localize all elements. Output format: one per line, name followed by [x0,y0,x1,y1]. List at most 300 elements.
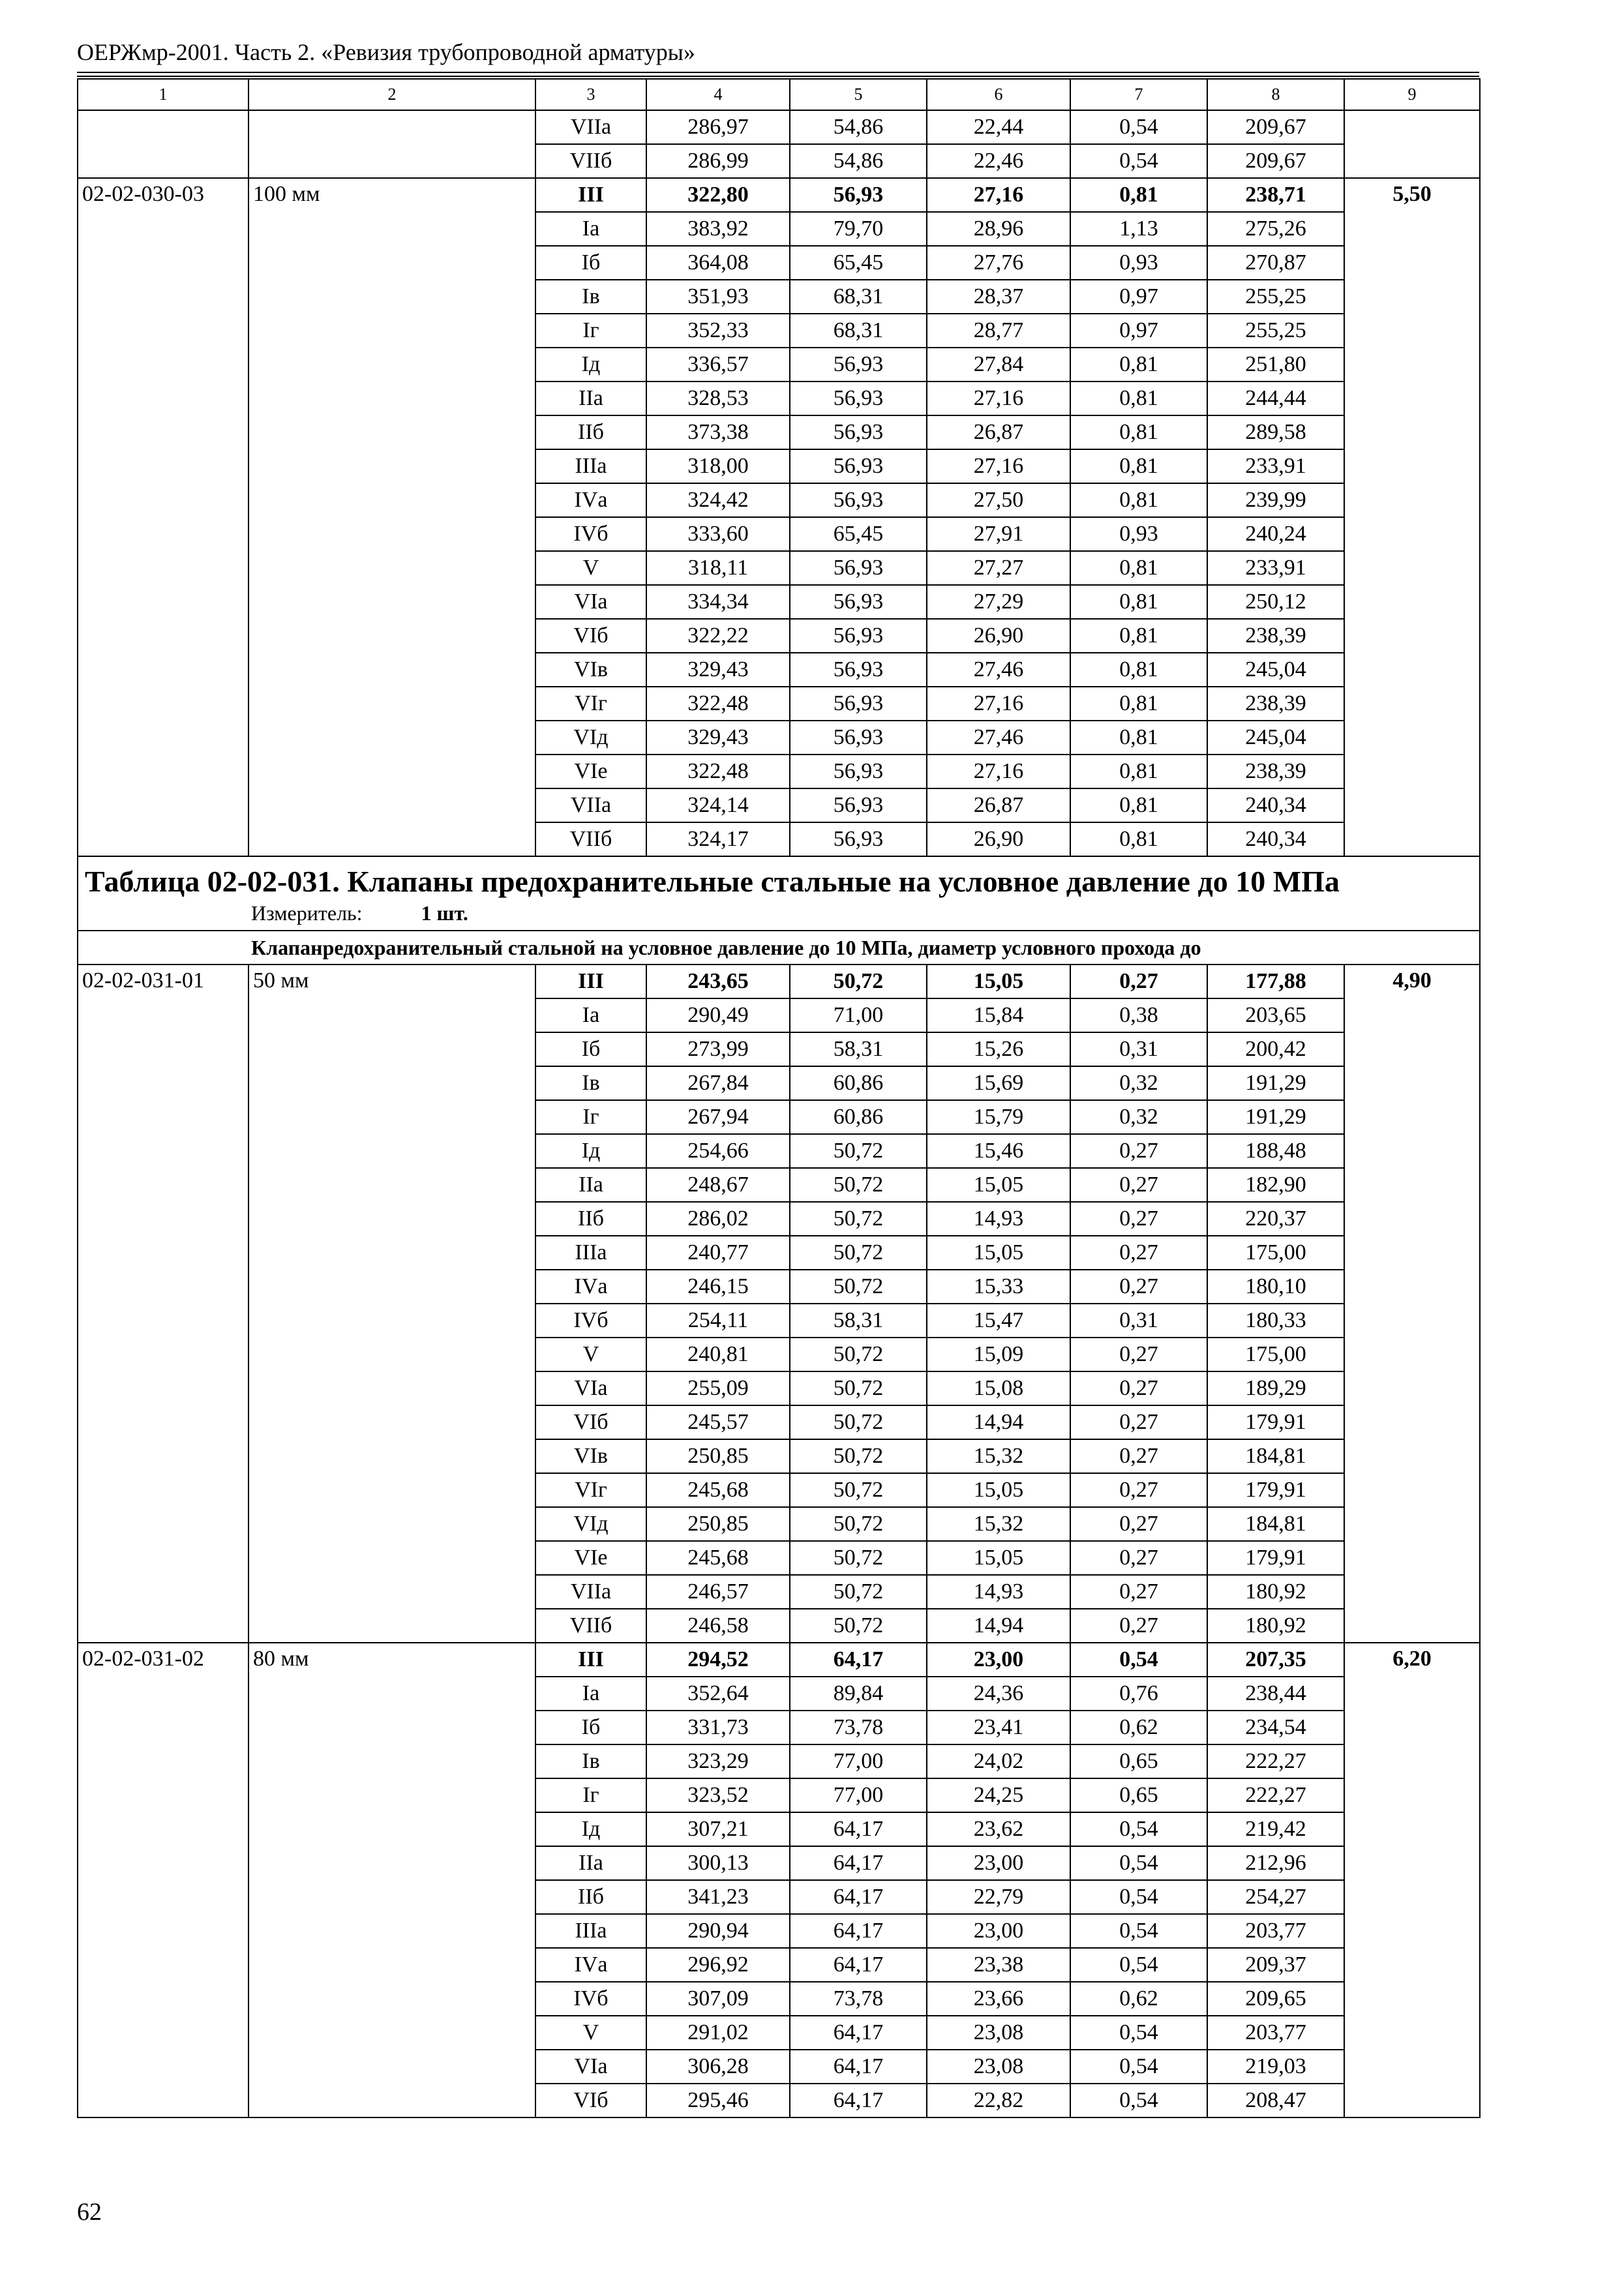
value-col5: 79,70 [790,212,927,246]
value-col6: 23,41 [927,1711,1070,1744]
value-col6: 14,93 [927,1202,1070,1236]
value-col7: 0,32 [1070,1100,1207,1134]
value-col8: 179,91 [1207,1473,1344,1507]
value-col4: 351,93 [646,280,790,314]
zone-code: IIа [535,1846,646,1880]
value-col8: 180,33 [1207,1304,1344,1338]
zone-code: IVб [535,517,646,551]
value-col6: 27,46 [927,653,1070,687]
value-col4: 267,94 [646,1100,790,1134]
value-col7: 0,54 [1070,1880,1207,1914]
value-col4: 245,68 [646,1473,790,1507]
value-col8: 179,91 [1207,1541,1344,1575]
value-col5: 73,78 [790,1982,927,2016]
value-col4: 250,85 [646,1507,790,1541]
table-title-cell [78,856,1480,931]
value-col4: 324,17 [646,822,790,856]
value-col5: 50,72 [790,1439,927,1473]
value-col4: 322,48 [646,687,790,721]
value-col8: 209,67 [1207,110,1344,144]
table-description-row [78,931,1480,965]
table-row [78,1643,1480,1677]
zone-code: Iв [535,280,646,314]
column-number: 7 [1070,79,1207,110]
value-col5: 68,31 [790,314,927,348]
value-col6: 27,46 [927,721,1070,755]
zone-code: IIб [535,1202,646,1236]
zone-code: VIд [535,721,646,755]
value-col4: 324,42 [646,483,790,517]
value-col7: 0,81 [1070,178,1207,212]
value-col7: 0,54 [1070,144,1207,178]
value-col8: 238,39 [1207,619,1344,653]
zone-code: IVа [535,1948,646,1982]
value-col5: 50,72 [790,1270,927,1304]
value-col8: 275,26 [1207,212,1344,246]
rate-code: 02-02-031-01 [78,965,248,1643]
value-col8: 234,54 [1207,1711,1344,1744]
value-col4: 245,68 [646,1541,790,1575]
value-col4: 323,29 [646,1744,790,1778]
value-col6: 15,46 [927,1134,1070,1168]
value-col7: 0,81 [1070,788,1207,822]
value-col6: 23,00 [927,1643,1070,1677]
header-rule-double [77,76,1479,77]
zone-code: V [535,1338,646,1371]
value-col8: 207,35 [1207,1643,1344,1677]
value-col8: 209,67 [1207,144,1344,178]
value-col6: 15,79 [927,1100,1070,1134]
value-col6: 27,16 [927,449,1070,483]
value-col4: 254,66 [646,1134,790,1168]
value-col8: 233,91 [1207,551,1344,585]
value-col4: 246,57 [646,1575,790,1609]
zone-code: VIв [535,1439,646,1473]
measure-line [85,900,1473,930]
value-col5: 58,31 [790,1304,927,1338]
value-col4: 364,08 [646,246,790,280]
value-col5: 68,31 [790,280,927,314]
value-col4: 383,92 [646,212,790,246]
value-col6: 27,16 [927,178,1070,212]
value-col8: 182,90 [1207,1168,1344,1202]
value-col8: 209,65 [1207,1982,1344,2016]
value-col4: 318,11 [646,551,790,585]
value-col7: 0,54 [1070,1948,1207,1982]
value-col7: 0,81 [1070,721,1207,755]
value-col6: 23,66 [927,1982,1070,2016]
value-col7: 0,81 [1070,415,1207,449]
zone-code: VIб [535,619,646,653]
value-col8: 238,44 [1207,1677,1344,1711]
value-col6: 26,87 [927,788,1070,822]
value-col6: 14,94 [927,1405,1070,1439]
zone-code: IVа [535,483,646,517]
zone-code: Iа [535,998,646,1032]
value-col7: 0,81 [1070,653,1207,687]
value-col4: 294,52 [646,1643,790,1677]
value-col5: 56,93 [790,721,927,755]
zone-code: VIб [535,1405,646,1439]
value-col8: 289,58 [1207,415,1344,449]
zone-code: Iа [535,1677,646,1711]
value-col4: 290,49 [646,998,790,1032]
zone-code: V [535,551,646,585]
value-col8: 239,99 [1207,483,1344,517]
zone-code: VIв [535,653,646,687]
value-col4: 329,43 [646,721,790,755]
value-col6: 23,62 [927,1812,1070,1846]
value-col5: 50,72 [790,1168,927,1202]
value-col7: 0,54 [1070,1914,1207,1948]
value-col4: 322,22 [646,619,790,653]
zone-code: VIIб [535,1609,646,1643]
column-number: 8 [1207,79,1344,110]
zone-code: VIе [535,755,646,788]
value-col5: 56,93 [790,687,927,721]
value-col6: 26,90 [927,822,1070,856]
value-col6: 15,09 [927,1338,1070,1371]
value-col6: 23,00 [927,1914,1070,1948]
zone-code: III [535,965,646,998]
value-col7: 0,81 [1070,687,1207,721]
value-col5: 56,93 [790,788,927,822]
zone-code: VIа [535,1371,646,1405]
value-col7: 0,65 [1070,1744,1207,1778]
value-col5: 64,17 [790,2050,927,2084]
zone-code: IIа [535,382,646,415]
value-col8: 203,77 [1207,2016,1344,2050]
page-number: 62 [77,2198,102,2226]
value-col7: 0,81 [1070,551,1207,585]
value-col6: 27,27 [927,551,1070,585]
value-col4: 243,65 [646,965,790,998]
value-col6: 15,47 [927,1304,1070,1338]
nominal-size: 50 мм [248,965,535,1643]
value-col4: 328,53 [646,382,790,415]
value-col8: 270,87 [1207,246,1344,280]
value-col7: 0,27 [1070,1609,1207,1643]
value-col6: 27,84 [927,348,1070,382]
value-col7: 0,97 [1070,314,1207,348]
value-col8: 184,81 [1207,1507,1344,1541]
measure-unit: 1 шт. [421,901,468,925]
zone-code: III [535,178,646,212]
value-col5: 50,72 [790,1236,927,1270]
value-col5: 64,17 [790,1880,927,1914]
value-col8: 180,10 [1207,1270,1344,1304]
value-col6: 26,87 [927,415,1070,449]
column-number: 5 [790,79,927,110]
value-col6: 15,32 [927,1439,1070,1473]
value-col4: 300,13 [646,1846,790,1880]
value-col6: 23,00 [927,1846,1070,1880]
value-col8: 203,65 [1207,998,1344,1032]
value-col8: 184,81 [1207,1439,1344,1473]
zone-code: Iг [535,1778,646,1812]
value-col5: 64,17 [790,1812,927,1846]
value-col5: 50,72 [790,1134,927,1168]
value-col5: 56,93 [790,619,927,653]
zone-code: VIг [535,1473,646,1507]
value-col7: 0,54 [1070,2050,1207,2084]
value-col4: 267,84 [646,1066,790,1100]
value-col6: 26,90 [927,619,1070,653]
table-title: Таблица 02-02-031. Клапаны предохранительные стальные на условное давление до 10 МПа [85,865,1340,898]
value-col6: 15,32 [927,1507,1070,1541]
value-col6: 22,79 [927,1880,1070,1914]
value-col6: 15,05 [927,1236,1070,1270]
value-col4: 322,48 [646,755,790,788]
value-col6: 23,08 [927,2050,1070,2084]
zone-code: Iд [535,348,646,382]
value-col5: 56,93 [790,382,927,415]
value-col7: 0,27 [1070,1439,1207,1473]
zone-code: IIа [535,1168,646,1202]
value-col5: 50,72 [790,1338,927,1371]
value-col7: 0,81 [1070,382,1207,415]
value-col6: 27,91 [927,517,1070,551]
value-col7: 0,81 [1070,449,1207,483]
value-col8: 177,88 [1207,965,1344,998]
value-col7: 0,62 [1070,1711,1207,1744]
value-col4: 240,77 [646,1236,790,1270]
value-col6: 15,33 [927,1270,1070,1304]
zone-code: IVб [535,1982,646,2016]
column-number: 6 [927,79,1070,110]
value-col4: 250,85 [646,1439,790,1473]
table-heading-section [78,856,1480,965]
value-col5: 73,78 [790,1711,927,1744]
value-col4: 296,92 [646,1948,790,1982]
value-col4: 334,34 [646,585,790,619]
col9-cell-empty [1344,110,1480,178]
value-col4: 254,11 [646,1304,790,1338]
value-col5: 64,17 [790,1914,927,1948]
value-col5: 56,93 [790,483,927,517]
value-col7: 0,65 [1070,1778,1207,1812]
zone-code: Iб [535,246,646,280]
zone-code: VIIа [535,110,646,144]
rates-table [77,78,1481,2118]
value-col8: 219,42 [1207,1812,1344,1846]
value-col4: 306,28 [646,2050,790,2084]
value-col4: 290,94 [646,1914,790,1948]
value-col5: 60,86 [790,1066,927,1100]
value-col6: 27,16 [927,755,1070,788]
zone-code: IVб [535,1304,646,1338]
zone-code: Iг [535,1100,646,1134]
table-body-first [78,79,1480,856]
zone-code: Iд [535,1134,646,1168]
value-col4: 329,43 [646,653,790,687]
value-col7: 0,27 [1070,1236,1207,1270]
value-col5: 56,93 [790,551,927,585]
value-col4: 307,09 [646,1982,790,2016]
value-col4: 373,38 [646,415,790,449]
value-col5: 50,72 [790,1575,927,1609]
zone-code: Iб [535,1032,646,1066]
value-col8: 238,39 [1207,755,1344,788]
value-col5: 50,72 [790,1202,927,1236]
column-number: 4 [646,79,790,110]
value-col4: 322,80 [646,178,790,212]
value-col7: 0,54 [1070,1643,1207,1677]
value-col5: 50,72 [790,1541,927,1575]
rate-code: 02-02-031-02 [78,1643,248,2117]
value-col8: 188,48 [1207,1134,1344,1168]
value-col7: 0,54 [1070,2084,1207,2117]
value-col8: 191,29 [1207,1100,1344,1134]
value-col7: 0,31 [1070,1304,1207,1338]
value-col8: 180,92 [1207,1609,1344,1643]
zone-code: VIIб [535,822,646,856]
value-col5: 56,93 [790,415,927,449]
value-col5: 56,93 [790,348,927,382]
zone-code: Iв [535,1066,646,1100]
value-col4: 324,14 [646,788,790,822]
value-col6: 15,26 [927,1032,1070,1066]
value-col6: 24,02 [927,1744,1070,1778]
table-description: Клапанредохранительный стальной на условное давление до 10 МПа, диаметр условного прохода до [78,931,1480,965]
value-col7: 0,38 [1070,998,1207,1032]
value-col8: 219,03 [1207,2050,1344,2084]
zone-code: VIIа [535,788,646,822]
column-number: 3 [535,79,646,110]
value-col8: 245,04 [1207,653,1344,687]
zone-code: IIб [535,415,646,449]
value-col8: 222,27 [1207,1778,1344,1812]
value-col4: 246,15 [646,1270,790,1304]
value-col7: 0,54 [1070,2016,1207,2050]
zone-code: Iд [535,1812,646,1846]
value-col7: 0,76 [1070,1677,1207,1711]
value-col6: 22,44 [927,110,1070,144]
value-col7: 0,27 [1070,1371,1207,1405]
value-col6: 28,37 [927,280,1070,314]
zone-code: IIб [535,1880,646,1914]
value-col5: 64,17 [790,1846,927,1880]
value-col4: 245,57 [646,1405,790,1439]
zone-code: VIд [535,1507,646,1541]
value-col4: 291,02 [646,2016,790,2050]
value-col8: 208,47 [1207,2084,1344,2117]
value-col7: 0,54 [1070,1812,1207,1846]
value-col6: 15,05 [927,1473,1070,1507]
measure-label: Измеритель: [251,901,363,925]
value-col5: 54,86 [790,110,927,144]
value-col6: 22,46 [927,144,1070,178]
value-col8: 255,25 [1207,314,1344,348]
value-col7: 0,54 [1070,110,1207,144]
zone-code: IIIа [535,1914,646,1948]
value-col6: 15,84 [927,998,1070,1032]
value-col4: 295,46 [646,2084,790,2117]
value-col6: 27,16 [927,687,1070,721]
value-col4: 286,99 [646,144,790,178]
page-header: ОЕРЖмр-2001. Часть 2. «Ревизия трубопроводной арматуры» [77,39,695,65]
value-col5: 50,72 [790,1609,927,1643]
zone-code: VIIа [535,1575,646,1609]
value-col7: 0,27 [1070,1575,1207,1609]
value-col8: 238,39 [1207,687,1344,721]
value-col5: 56,93 [790,178,927,212]
value-col5: 64,17 [790,2084,927,2117]
value-col8: 251,80 [1207,348,1344,382]
value-col4: 352,64 [646,1677,790,1711]
value-col7: 0,81 [1070,755,1207,788]
value-col8: 180,92 [1207,1575,1344,1609]
value-col6: 15,69 [927,1066,1070,1100]
value-col5: 56,93 [790,449,927,483]
zone-code: IVа [535,1270,646,1304]
value-col5: 50,72 [790,1405,927,1439]
zone-code: VIа [535,585,646,619]
value-col6: 15,05 [927,1168,1070,1202]
nominal-size: 100 мм [248,178,535,856]
zone-code: V [535,2016,646,2050]
value-col7: 0,32 [1070,1066,1207,1100]
table-body-second [78,965,1480,2117]
value-col5: 65,45 [790,517,927,551]
value-col6: 22,82 [927,2084,1070,2117]
value-col7: 0,27 [1070,1338,1207,1371]
value-col7: 0,27 [1070,1134,1207,1168]
value-col7: 0,27 [1070,965,1207,998]
value-col5: 50,72 [790,1507,927,1541]
value-col8: 250,12 [1207,585,1344,619]
zone-code: Iг [535,314,646,348]
value-col6: 14,93 [927,1575,1070,1609]
value-col6: 27,16 [927,382,1070,415]
value-col6: 27,29 [927,585,1070,619]
value-col8: 209,37 [1207,1948,1344,1982]
value-col7: 0,27 [1070,1270,1207,1304]
value-col6: 27,50 [927,483,1070,517]
size-cell-empty [248,110,535,178]
value-col6: 27,76 [927,246,1070,280]
value-col7: 0,81 [1070,483,1207,517]
value-col5: 64,17 [790,2016,927,2050]
value-col7: 0,27 [1070,1541,1207,1575]
value-col7: 0,27 [1070,1507,1207,1541]
value-col6: 24,36 [927,1677,1070,1711]
value-col4: 248,67 [646,1168,790,1202]
value-col4: 352,33 [646,314,790,348]
value-col5: 60,86 [790,1100,927,1134]
value-col6: 28,96 [927,212,1070,246]
value-col7: 0,27 [1070,1168,1207,1202]
col9-value: 6,20 [1344,1643,1480,2117]
value-col7: 0,27 [1070,1405,1207,1439]
value-col8: 189,29 [1207,1371,1344,1405]
value-col8: 244,44 [1207,382,1344,415]
value-col6: 23,08 [927,2016,1070,2050]
value-col4: 307,21 [646,1812,790,1846]
value-col5: 71,00 [790,998,927,1032]
zone-code: VIе [535,1541,646,1575]
value-col4: 333,60 [646,517,790,551]
value-col7: 0,27 [1070,1473,1207,1507]
value-col6: 28,77 [927,314,1070,348]
value-col7: 0,81 [1070,348,1207,382]
value-col5: 56,93 [790,822,927,856]
value-col4: 255,09 [646,1371,790,1405]
value-col8: 255,25 [1207,280,1344,314]
value-col6: 15,08 [927,1371,1070,1405]
value-col8: 203,77 [1207,1914,1344,1948]
column-number: 1 [78,79,248,110]
